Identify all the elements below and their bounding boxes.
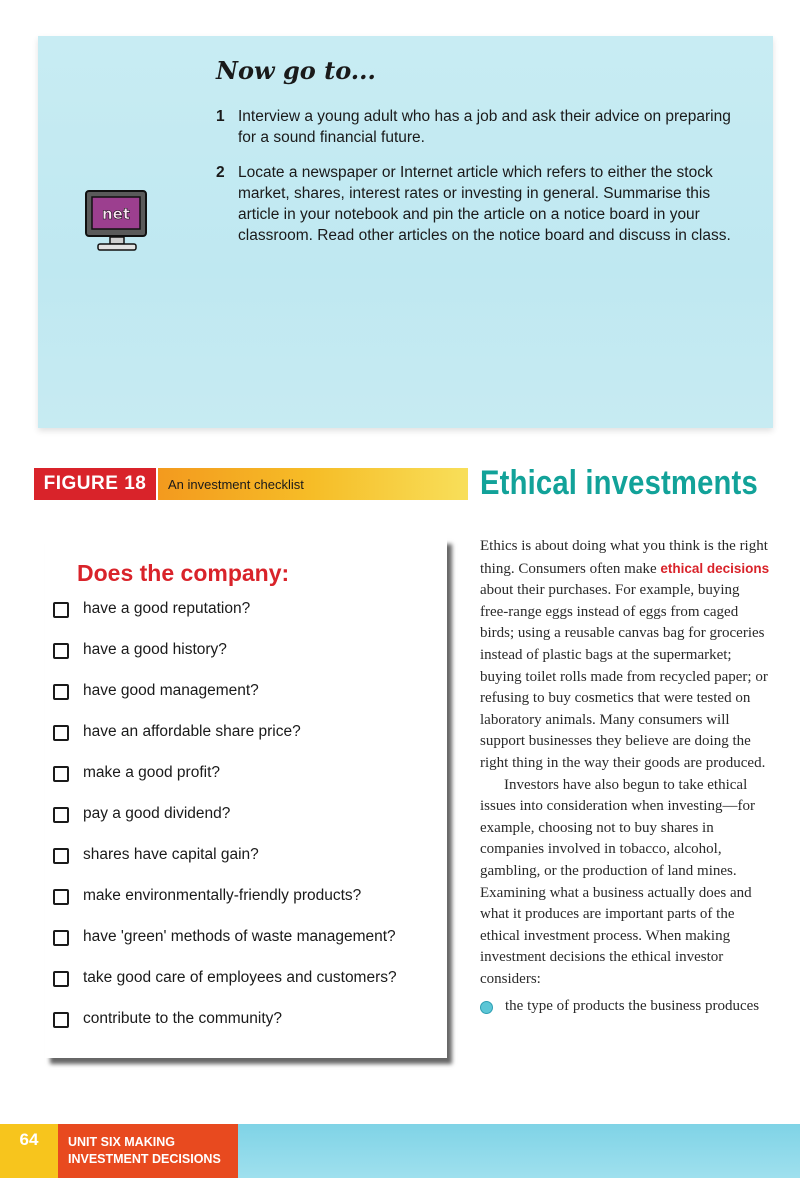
article-text: Ethics is about doing what you think is the right thing. Consumers often make [480,538,768,577]
task-text: Locate a newspaper or Internet article which refers to either the stock market, shares, interest rates or investing in general. Summarise this article in your notebook and pin the article on a notice board in your classroom. Read other articles on the notice board and discuss in class. [238,164,731,244]
checkbox-icon [53,684,69,700]
checklist-item-text: make a good profit? [83,764,221,781]
checkbox-icon [53,930,69,946]
article-body [480,536,770,1018]
keyword-ethical-decisions: ethical decisions [660,560,770,576]
bullet-item [480,996,770,1018]
section-heading: Ethical investments [480,464,758,502]
checklist-item [53,682,397,723]
investment-checklist [45,538,447,1058]
checklist-item-text: take good care of employees and customers? [83,969,397,986]
checklist-item [53,600,397,641]
checklist-item [53,641,397,682]
checklist-item [53,723,397,764]
checkbox-icon [53,725,69,741]
task-text: Interview a young adult who has a job and ask their advice on preparing for a sound financial future. [238,108,731,146]
checkbox-icon [53,889,69,905]
checkbox-icon [53,1012,69,1028]
figure-label: FIGURE 18 [34,468,156,500]
checkbox-icon [53,766,69,782]
checklist-title: Does the company: [77,560,290,586]
unit-title [58,1124,238,1178]
task-item [216,106,736,148]
checkbox-icon [53,602,69,618]
checklist-item-text: have a good reputation? [83,600,251,617]
checklist-item [53,764,397,805]
task-item [216,162,736,246]
checklist-item-text: make environmentally-friendly products? [83,887,362,904]
checklist-item-text: pay a good dividend? [83,805,231,822]
task-number: 2 [216,164,225,181]
net-icon-label: net [101,205,131,223]
article-paragraph [480,536,770,775]
checklist-item-text: have 'green' methods of waste management? [83,928,396,945]
checklist-item-text: have a good history? [83,641,227,658]
checklist-item [53,969,397,1010]
checklist-item-text: have an affordable share price? [83,723,301,740]
checklist-item [53,846,397,887]
checkbox-icon [53,971,69,987]
checklist-item [53,805,397,846]
unit-title-line: UNIT SIX MAKING [68,1135,175,1149]
checklist-item [53,928,397,969]
now-go-to-title: Now go to... [216,56,376,85]
article-paragraph: Investors have also begun to take ethical issues into consideration when investing—for example, choosing not to buy shares in companies involved in tobacco, alcohol, gambling, or the production of land mines. Examining what a business actually does and what it produces are important parts of the ethical investment process. When making investment decisions the ethical investor considers: [480,776,755,987]
bullet-text: the type of products the business produces [505,998,760,1015]
footer-bar [238,1124,800,1178]
checklist-items [53,600,397,1051]
computer-monitor-icon [82,188,152,254]
unit-title-line: INVESTMENT DECISIONS [68,1152,221,1166]
checkbox-icon [53,643,69,659]
page-number: 64 [0,1124,58,1178]
article-text: about their purchases. For example, buying free-range eggs instead of eggs from caged birds; using a reusable canvas bag for groceries instead of plastic bags at the supermarket; buying toilet rolls made from recycled paper; or refusing to buy cosmetics that were tested on laboratory animals. Many consumers will support businesses they believe are doing the right thing in the way their goods are produced. [480,582,768,771]
figure-caption: An investment checklist [158,468,468,500]
checkbox-icon [53,807,69,823]
now-go-to-panel [38,36,773,428]
checklist-item [53,887,397,928]
checkbox-icon [53,848,69,864]
task-number: 1 [216,108,225,125]
checklist-item-text: have good management? [83,682,259,699]
checklist-item-text: contribute to the community? [83,1010,283,1027]
checklist-item [53,1010,397,1051]
checklist-item-text: shares have capital gain? [83,846,259,863]
bullet-dot-icon [480,1001,493,1014]
